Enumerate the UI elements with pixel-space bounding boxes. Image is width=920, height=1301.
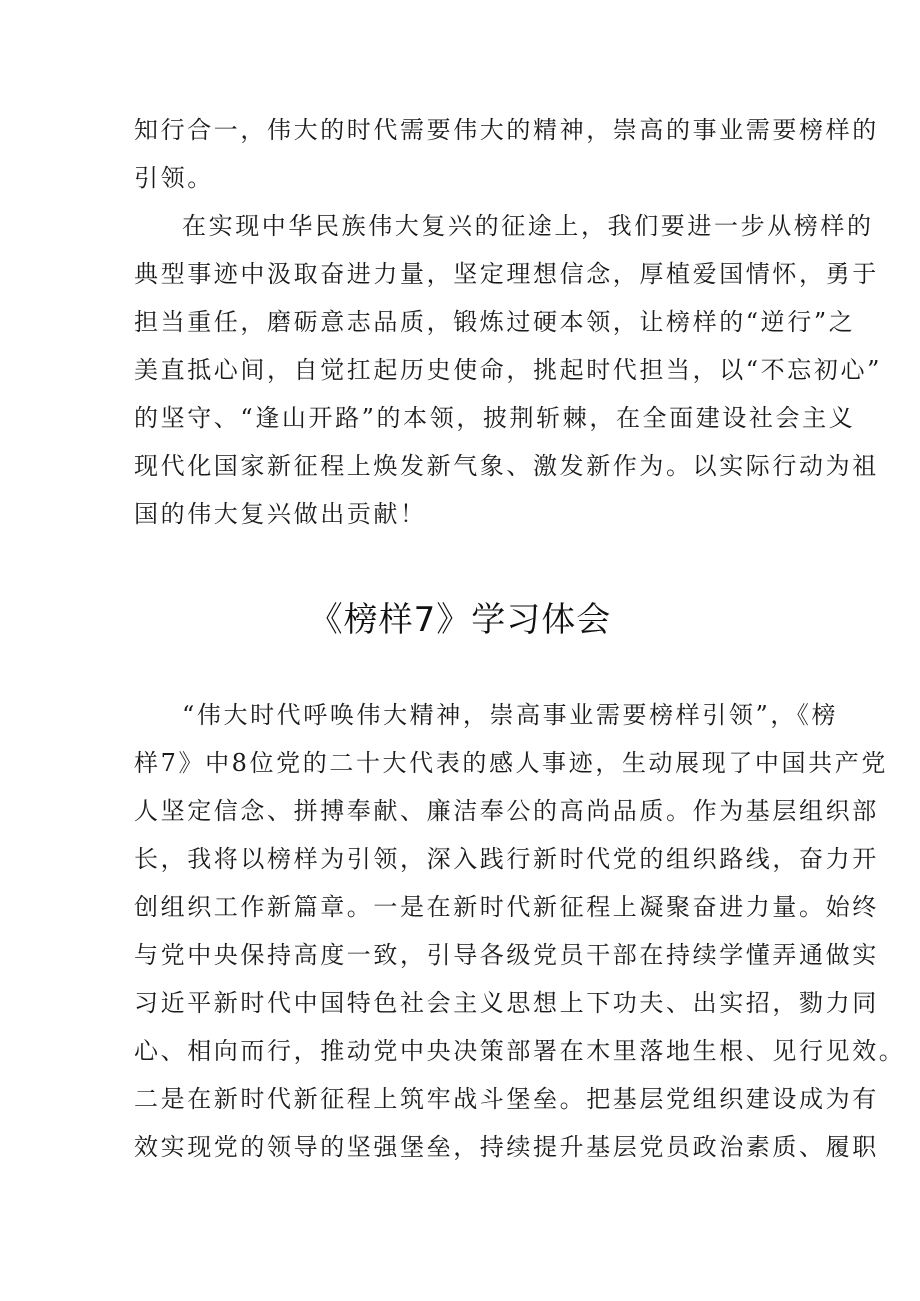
paragraph-line: 典型事迹中汲取奋进力量，坚定理想信念，厚植爱国情怀，勇于 xyxy=(134,260,879,288)
paragraph-line: 样7》中8位党的二十大代表的感人事迹，生动展现了中国共产党 xyxy=(134,749,888,777)
paragraph-line: 人坚定信念、拼搏奉献、廉洁奉公的高尚品质。作为基层组织部 xyxy=(134,797,879,825)
paragraph-line: 创组织工作新篇章。一是在新时代新征程上凝聚奋进力量。始终 xyxy=(134,893,879,921)
paragraph-line: 二是在新时代新征程上筑牢战斗堡垒。把基层党组织建设成为有 xyxy=(134,1085,879,1113)
paragraph-line: 国的伟大复兴做出贡献！ xyxy=(134,500,427,528)
paragraph-line: 现代化国家新征程上焕发新气象、激发新作为。以实际行动为祖 xyxy=(134,452,879,480)
paragraph-line: 美直抵心间，自觉扛起历史使命，挑起时代担当，以“不忘初心” xyxy=(134,356,882,384)
paragraph-line: 在实现中华民族伟大复兴的征途上，我们要进一步从榜样的 xyxy=(182,212,874,240)
paragraph-line: 习近平新时代中国特色社会主义思想上下功夫、出实招，勠力同 xyxy=(134,989,879,1017)
paragraph-line: 引领。 xyxy=(134,164,214,192)
paragraph-line: 心、相向而行，推动党中央决策部署在木里落地生根、见行见效。 xyxy=(134,1037,906,1065)
paragraph-line: “伟大时代呼唤伟大精神，崇高事业需要榜样引领”，《榜 xyxy=(182,701,839,729)
paragraph-line: 与党中央保持高度一致，引导各级党员干部在持续学懂弄通做实 xyxy=(134,941,879,969)
paragraph-line: 担当重任，磨砺意志品质，锻炼过硬本领，让榜样的“逆行”之 xyxy=(134,308,856,336)
paragraph-line: 知行合一，伟大的时代需要伟大的精神，崇高的事业需要榜样的 xyxy=(134,116,879,144)
page-title: 《榜样7》学习体会 xyxy=(308,600,612,640)
paragraph-line: 效实现党的领导的坚强堡垒，持续提升基层党员政治素质、履职 xyxy=(134,1133,879,1161)
paragraph-line: 长，我将以榜样为引领，深入践行新时代党的组织路线，奋力开 xyxy=(134,845,879,873)
paragraph-line: 的坚守、“逢山开路”的本领，披荆斩棘，在全面建设社会主义 xyxy=(134,404,856,432)
